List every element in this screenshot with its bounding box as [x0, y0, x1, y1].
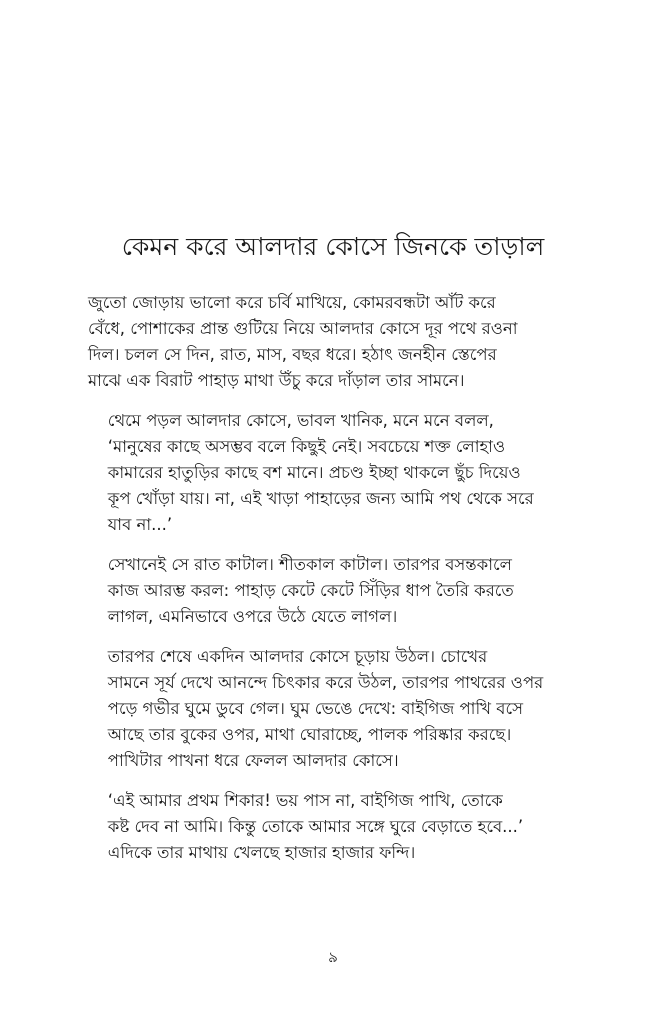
- text-line: মাঝে এক বিরাট পাহাড় মাথা উঁচু করে দাঁড়াল তার সামনে।: [88, 371, 465, 390]
- text-line: বেঁধে, পোশাকের প্রান্ত গুটিয়ে নিয়ে আলদার কোসে দূর পথে রওনা: [88, 319, 518, 338]
- text-line: ‘এই আমার প্রথম শিকার! ভয় পাস না, বাইগিজ পাখি, তোকে: [107, 791, 503, 810]
- text-line: পাখিটার পাখনা ধরে ফেলল আলদার কোসে।: [107, 751, 399, 770]
- page-number: ৯: [328, 948, 338, 966]
- text-line: তারপর শেষে একদিন আলদার কোসে চূড়ায় উঠল। চোখের: [107, 647, 488, 666]
- text-line: যাব না...’: [107, 515, 173, 534]
- text-line: কূপ খোঁড়া যায়। না, এই খাড়া পাহাড়ের জন্য আমি পথ থেকে সরে: [107, 489, 534, 508]
- paragraph: [88, 408, 588, 538]
- text-line: ‘মানুষের কাছে অসম্ভব বলে কিছুই নেই। সবচেয়ে শক্ত লোহাও: [107, 437, 506, 456]
- paragraph: [88, 552, 588, 630]
- text-line: দিল। চলল সে দিন, রাত, মাস, বছর ধরে। হঠাৎ জনহীন স্তেপের: [88, 345, 497, 364]
- text-line: পড়ে গভীর ঘুমে ডুবে গেল। ঘুম ভেঙে দেখে: বাইগিজ পাখি বসে: [107, 699, 523, 718]
- paragraph: [88, 788, 588, 866]
- page-title: কেমন করে আলদার কোসে জিনকে তাড়াল: [121, 232, 545, 261]
- text-line: লাগল, এমনিভাবে ওপরে উঠে যেতে লাগল।: [107, 607, 398, 626]
- text-line: জুতো জোড়ায় ভালো করে চর্বি মাখিয়ে, কোমরবন্ধটা আঁট করে: [88, 293, 496, 312]
- story-text: [88, 290, 588, 880]
- text-line: কামারের হাতুড়ির কাছে বশ মানে। প্রচণ্ড ইচ্ছা থাকলে ছুঁচ দিয়েও: [107, 463, 521, 482]
- text-line: সেখানেই সে রাত কাটাল। শীতকাল কাটাল। তারপর বসন্তকালে: [107, 555, 512, 574]
- text-line: কাজ আরম্ভ করল: পাহাড় কেটে কেটে সিঁড়ির ধাপ তৈরি করতে: [107, 581, 514, 600]
- text-line: কষ্ট দেব না আমি। কিন্তু তোকে আমার সঙ্গে ঘুরে বেড়াতে হবে...’: [107, 817, 524, 836]
- text-line: আছে তার বুকের ওপর, মাথা ঘোরাচ্ছে, পালক পরিষ্কার করছে।: [107, 725, 512, 744]
- paragraph: [88, 644, 588, 774]
- text-line: সামনে সূর্য দেখে আনন্দে চিৎকার করে উঠল, তারপর পাথরের ওপর: [107, 673, 544, 692]
- text-line: এদিকে তার মাথায় খেলছে হাজার হাজার ফন্দি।: [107, 843, 416, 862]
- text-line: থেমে পড়ল আলদার কোসে, ভাবল খানিক, মনে মনে বলল,: [107, 411, 494, 430]
- paragraph: [88, 290, 588, 394]
